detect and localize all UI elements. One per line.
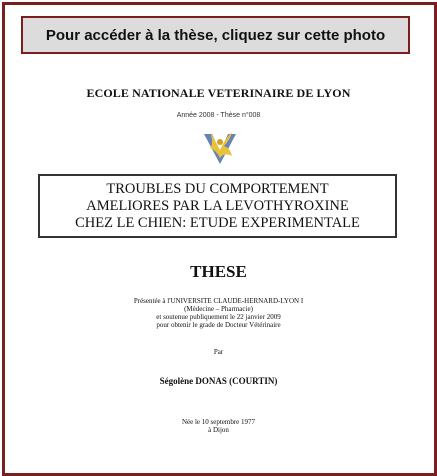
par-label: Par	[213, 348, 224, 356]
school-name: ECOLE NATIONALE VETERINAIRE DE LYON	[86, 86, 351, 100]
born-line: à Dijon	[208, 426, 229, 434]
thesis-title-box	[38, 174, 397, 238]
presented-line: Présentée à l'UNIVERSITE CLAUDE-HERNARD-LYON I	[133, 297, 304, 305]
school-logo-icon	[200, 128, 240, 168]
presented-line: et soutenue publiquement le 22 janvier 2009	[156, 313, 281, 321]
presented-line: pour obtenir le grade de Docteur Vétérinaire	[156, 321, 281, 329]
title-line: TROUBLES DU COMPORTEMENT	[106, 180, 329, 197]
thesis-access-banner[interactable]	[21, 16, 410, 54]
title-line: AMELIORES PAR LA LEVOTHYROXINE	[86, 197, 349, 214]
author-name: Ségolène DONAS (COURTIN)	[159, 376, 278, 386]
banner-label: Pour accéder à la thèse, cliquez sur cette photo	[45, 26, 386, 44]
these-heading: THESE	[190, 262, 247, 281]
presented-line: (Médecine – Pharmacie)	[184, 305, 253, 313]
presentation-text	[0, 297, 437, 329]
title-line: CHEZ LE CHIEN: ETUDE EXPERIMENTALE	[75, 214, 360, 231]
year-thesis-number: Année 2008 - Thèse n°008	[176, 112, 261, 119]
page-frame	[2, 2, 437, 476]
born-line: Née le 10 septembre 1977	[181, 418, 256, 426]
birth-info	[0, 418, 437, 434]
